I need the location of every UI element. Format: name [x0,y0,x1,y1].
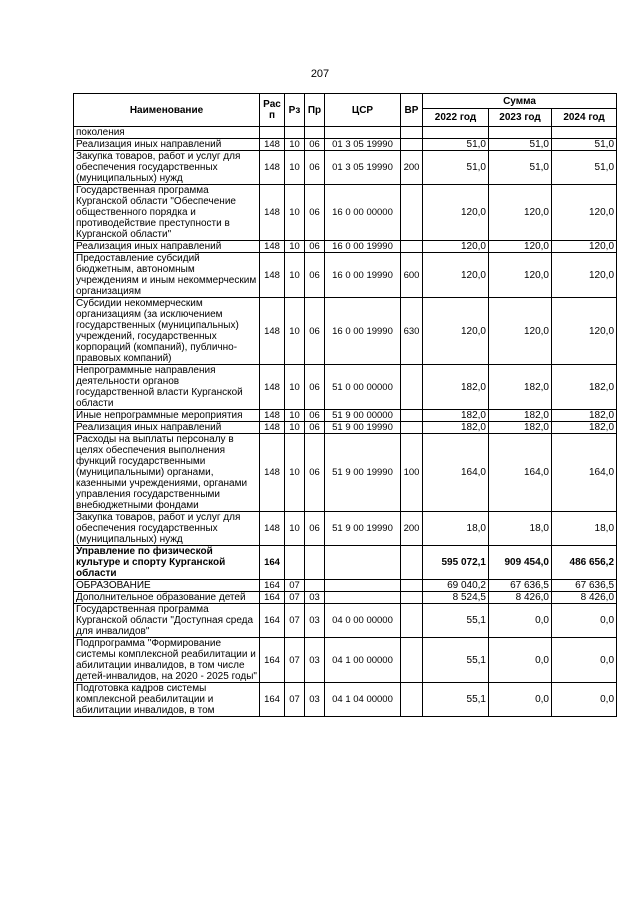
cell-pr: 03 [305,683,325,717]
cell-rz [285,127,305,139]
cell-name: Иные непрограммные мероприятия [74,410,260,422]
cell-vr: 100 [401,434,423,512]
cell-2023: 18,0 [489,512,552,546]
cell-csr [325,592,401,604]
cell-vr [401,422,423,434]
cell-csr: 51 9 00 00000 [325,410,401,422]
table-row [74,580,617,592]
cell-ras [260,127,285,139]
table-row [74,434,617,512]
cell-2023: 0,0 [489,638,552,683]
cell-vr [401,365,423,410]
cell-pr: 06 [305,298,325,365]
cell-name: Закупка товаров, работ и услуг для обеспечения государственных (муниципальных) нужд [74,151,260,185]
cell-name: Закупка товаров, работ и услуг для обеспечения государственных (муниципальных) нужд [74,512,260,546]
header-ras: Рас п [260,94,285,127]
header-year-2024: 2024 год [552,109,617,127]
cell-pr: 06 [305,434,325,512]
cell-2023: 182,0 [489,365,552,410]
cell-rz: 10 [285,422,305,434]
cell-2022: 8 524,5 [423,592,489,604]
cell-name: поколения [74,127,260,139]
cell-csr: 04 1 04 00000 [325,683,401,717]
cell-pr [305,546,325,580]
cell-rz: 10 [285,298,305,365]
table-row [74,241,617,253]
cell-pr: 06 [305,422,325,434]
cell-name: Реализация иных направлений [74,422,260,434]
cell-2023: 0,0 [489,683,552,717]
cell-2023: 120,0 [489,253,552,298]
cell-ras: 148 [260,298,285,365]
cell-csr [325,546,401,580]
cell-rz: 10 [285,410,305,422]
cell-2024: 182,0 [552,410,617,422]
cell-rz: 10 [285,512,305,546]
cell-2022: 164,0 [423,434,489,512]
cell-2024: 0,0 [552,638,617,683]
cell-2023: 120,0 [489,298,552,365]
cell-rz: 10 [285,139,305,151]
cell-ras: 148 [260,241,285,253]
cell-2022: 69 040,2 [423,580,489,592]
cell-pr: 06 [305,512,325,546]
cell-2022: 55,1 [423,683,489,717]
table-row [74,422,617,434]
cell-rz: 07 [285,580,305,592]
cell-2023: 164,0 [489,434,552,512]
cell-pr: 06 [305,253,325,298]
cell-2024: 120,0 [552,298,617,365]
page-number: 207 [310,68,330,80]
cell-2022: 182,0 [423,410,489,422]
cell-2024: 486 656,2 [552,546,617,580]
table-row [74,592,617,604]
cell-name: Реализация иных направлений [74,139,260,151]
cell-csr: 51 9 00 19990 [325,512,401,546]
cell-name: ОБРАЗОВАНИЕ [74,580,260,592]
cell-2024: 8 426,0 [552,592,617,604]
cell-2023: 0,0 [489,604,552,638]
cell-csr: 51 9 00 19990 [325,422,401,434]
cell-ras: 148 [260,422,285,434]
cell-vr [401,127,423,139]
header-csr: ЦСР [325,94,401,127]
table-row [74,253,617,298]
cell-vr: 630 [401,298,423,365]
cell-2022: 55,1 [423,604,489,638]
cell-vr: 200 [401,512,423,546]
cell-name: Дополнительное образование детей [74,592,260,604]
cell-2022: 120,0 [423,185,489,241]
cell-pr: 06 [305,365,325,410]
cell-ras: 148 [260,365,285,410]
cell-rz: 10 [285,434,305,512]
cell-vr [401,546,423,580]
cell-ras: 148 [260,253,285,298]
cell-csr: 01 3 05 19990 [325,151,401,185]
cell-csr: 01 3 05 19990 [325,139,401,151]
cell-name: Расходы на выплаты персоналу в целях обеспечения выполнения функций государственными (муниципальными) органами, казенными учреждениями, органами управления государственными внебюджетными фондами [74,434,260,512]
cell-vr [401,241,423,253]
cell-csr: 16 0 00 00000 [325,185,401,241]
cell-2024: 67 636,5 [552,580,617,592]
cell-2023: 8 426,0 [489,592,552,604]
cell-2023: 51,0 [489,139,552,151]
cell-2024: 0,0 [552,683,617,717]
cell-ras: 148 [260,139,285,151]
cell-pr: 06 [305,139,325,151]
cell-rz: 10 [285,185,305,241]
cell-name: Непрограммные направления деятельности органов государственной власти Курганской области [74,365,260,410]
cell-rz: 10 [285,365,305,410]
header-year-2022: 2022 год [423,109,489,127]
cell-2022 [423,127,489,139]
table-row [74,604,617,638]
cell-name: Реализация иных направлений [74,241,260,253]
cell-vr [401,185,423,241]
budget-table [73,93,617,717]
header-year-2023: 2023 год [489,109,552,127]
cell-2024: 18,0 [552,512,617,546]
cell-csr: 51 9 00 19990 [325,434,401,512]
cell-pr: 06 [305,241,325,253]
cell-2024 [552,127,617,139]
cell-pr: 06 [305,185,325,241]
cell-pr: 03 [305,604,325,638]
cell-rz [285,546,305,580]
cell-csr: 16 0 00 19990 [325,253,401,298]
cell-rz: 07 [285,683,305,717]
cell-name: Управление по физической культуре и спорту Курганской области [74,546,260,580]
table-row [74,185,617,241]
cell-ras: 164 [260,580,285,592]
cell-name: Подготовка кадров системы комплексной реабилитации и абилитации инвалидов, в том [74,683,260,717]
cell-rz: 10 [285,253,305,298]
cell-csr: 16 0 00 19990 [325,298,401,365]
cell-rz: 07 [285,592,305,604]
cell-2024: 182,0 [552,422,617,434]
cell-2023: 120,0 [489,185,552,241]
cell-2022: 182,0 [423,422,489,434]
cell-2024: 120,0 [552,185,617,241]
table-row [74,512,617,546]
cell-2022: 120,0 [423,298,489,365]
cell-vr [401,410,423,422]
cell-2022: 18,0 [423,512,489,546]
cell-2022: 55,1 [423,638,489,683]
cell-2024: 120,0 [552,241,617,253]
cell-2022: 51,0 [423,139,489,151]
cell-2023: 120,0 [489,241,552,253]
cell-ras: 164 [260,592,285,604]
cell-vr: 200 [401,151,423,185]
table-row [74,127,617,139]
cell-csr: 04 0 00 00000 [325,604,401,638]
cell-2022: 120,0 [423,253,489,298]
cell-pr: 06 [305,410,325,422]
cell-rz: 07 [285,604,305,638]
cell-vr [401,638,423,683]
cell-vr [401,139,423,151]
cell-2022: 120,0 [423,241,489,253]
cell-ras: 164 [260,546,285,580]
cell-2022: 595 072,1 [423,546,489,580]
cell-2022: 51,0 [423,151,489,185]
cell-ras: 148 [260,410,285,422]
table-row [74,151,617,185]
table-row [74,298,617,365]
cell-csr: 16 0 00 19990 [325,241,401,253]
header-vr: ВР [401,94,423,127]
cell-ras: 164 [260,604,285,638]
cell-pr: 03 [305,638,325,683]
cell-csr [325,127,401,139]
header-name: Наименование [74,94,260,127]
cell-pr: 06 [305,151,325,185]
table-row [74,638,617,683]
cell-ras: 148 [260,512,285,546]
cell-vr [401,592,423,604]
cell-ras: 148 [260,434,285,512]
cell-name: Государственная программа Курганской области "Доступная среда для инвалидов" [74,604,260,638]
cell-rz: 07 [285,638,305,683]
cell-name: Подпрограмма "Формирование системы комплексной реабилитации и абилитации инвалидов, в том числе детей-инвалидов, на 2020 - 2025 годы" [74,638,260,683]
table-row [74,546,617,580]
cell-2023 [489,127,552,139]
cell-name: Предоставление субсидий бюджетным, автономным учреждениям и иным некоммерческим организациям [74,253,260,298]
cell-vr [401,683,423,717]
cell-name: Государственная программа Курганской области "Обеспечение общественного порядка и противодействие преступности в Курганской области" [74,185,260,241]
header-rz: Рз [285,94,305,127]
cell-2023: 182,0 [489,410,552,422]
cell-2023: 67 636,5 [489,580,552,592]
cell-2024: 182,0 [552,365,617,410]
cell-vr [401,604,423,638]
cell-vr [401,580,423,592]
header-pr: Пр [305,94,325,127]
cell-2024: 51,0 [552,151,617,185]
table-row [74,139,617,151]
cell-pr [305,580,325,592]
cell-ras: 148 [260,151,285,185]
cell-csr [325,580,401,592]
cell-ras: 148 [260,185,285,241]
cell-2022: 182,0 [423,365,489,410]
cell-2024: 51,0 [552,139,617,151]
cell-2023: 909 454,0 [489,546,552,580]
cell-name: Субсидии некоммерческим организациям (за исключением государственных (муниципальных) учреждений, государственных корпораций (компаний), публично-правовых компаний) [74,298,260,365]
cell-pr: 03 [305,592,325,604]
cell-csr: 04 1 00 00000 [325,638,401,683]
cell-ras: 164 [260,683,285,717]
cell-2024: 0,0 [552,604,617,638]
cell-2023: 182,0 [489,422,552,434]
table-row [74,683,617,717]
cell-pr [305,127,325,139]
cell-2024: 120,0 [552,253,617,298]
table-row [74,410,617,422]
header-sum: Сумма [423,94,617,109]
table-row [74,365,617,410]
cell-rz: 10 [285,151,305,185]
cell-2024: 164,0 [552,434,617,512]
cell-rz: 10 [285,241,305,253]
cell-2023: 51,0 [489,151,552,185]
cell-csr: 51 0 00 00000 [325,365,401,410]
cell-ras: 164 [260,638,285,683]
cell-vr: 600 [401,253,423,298]
